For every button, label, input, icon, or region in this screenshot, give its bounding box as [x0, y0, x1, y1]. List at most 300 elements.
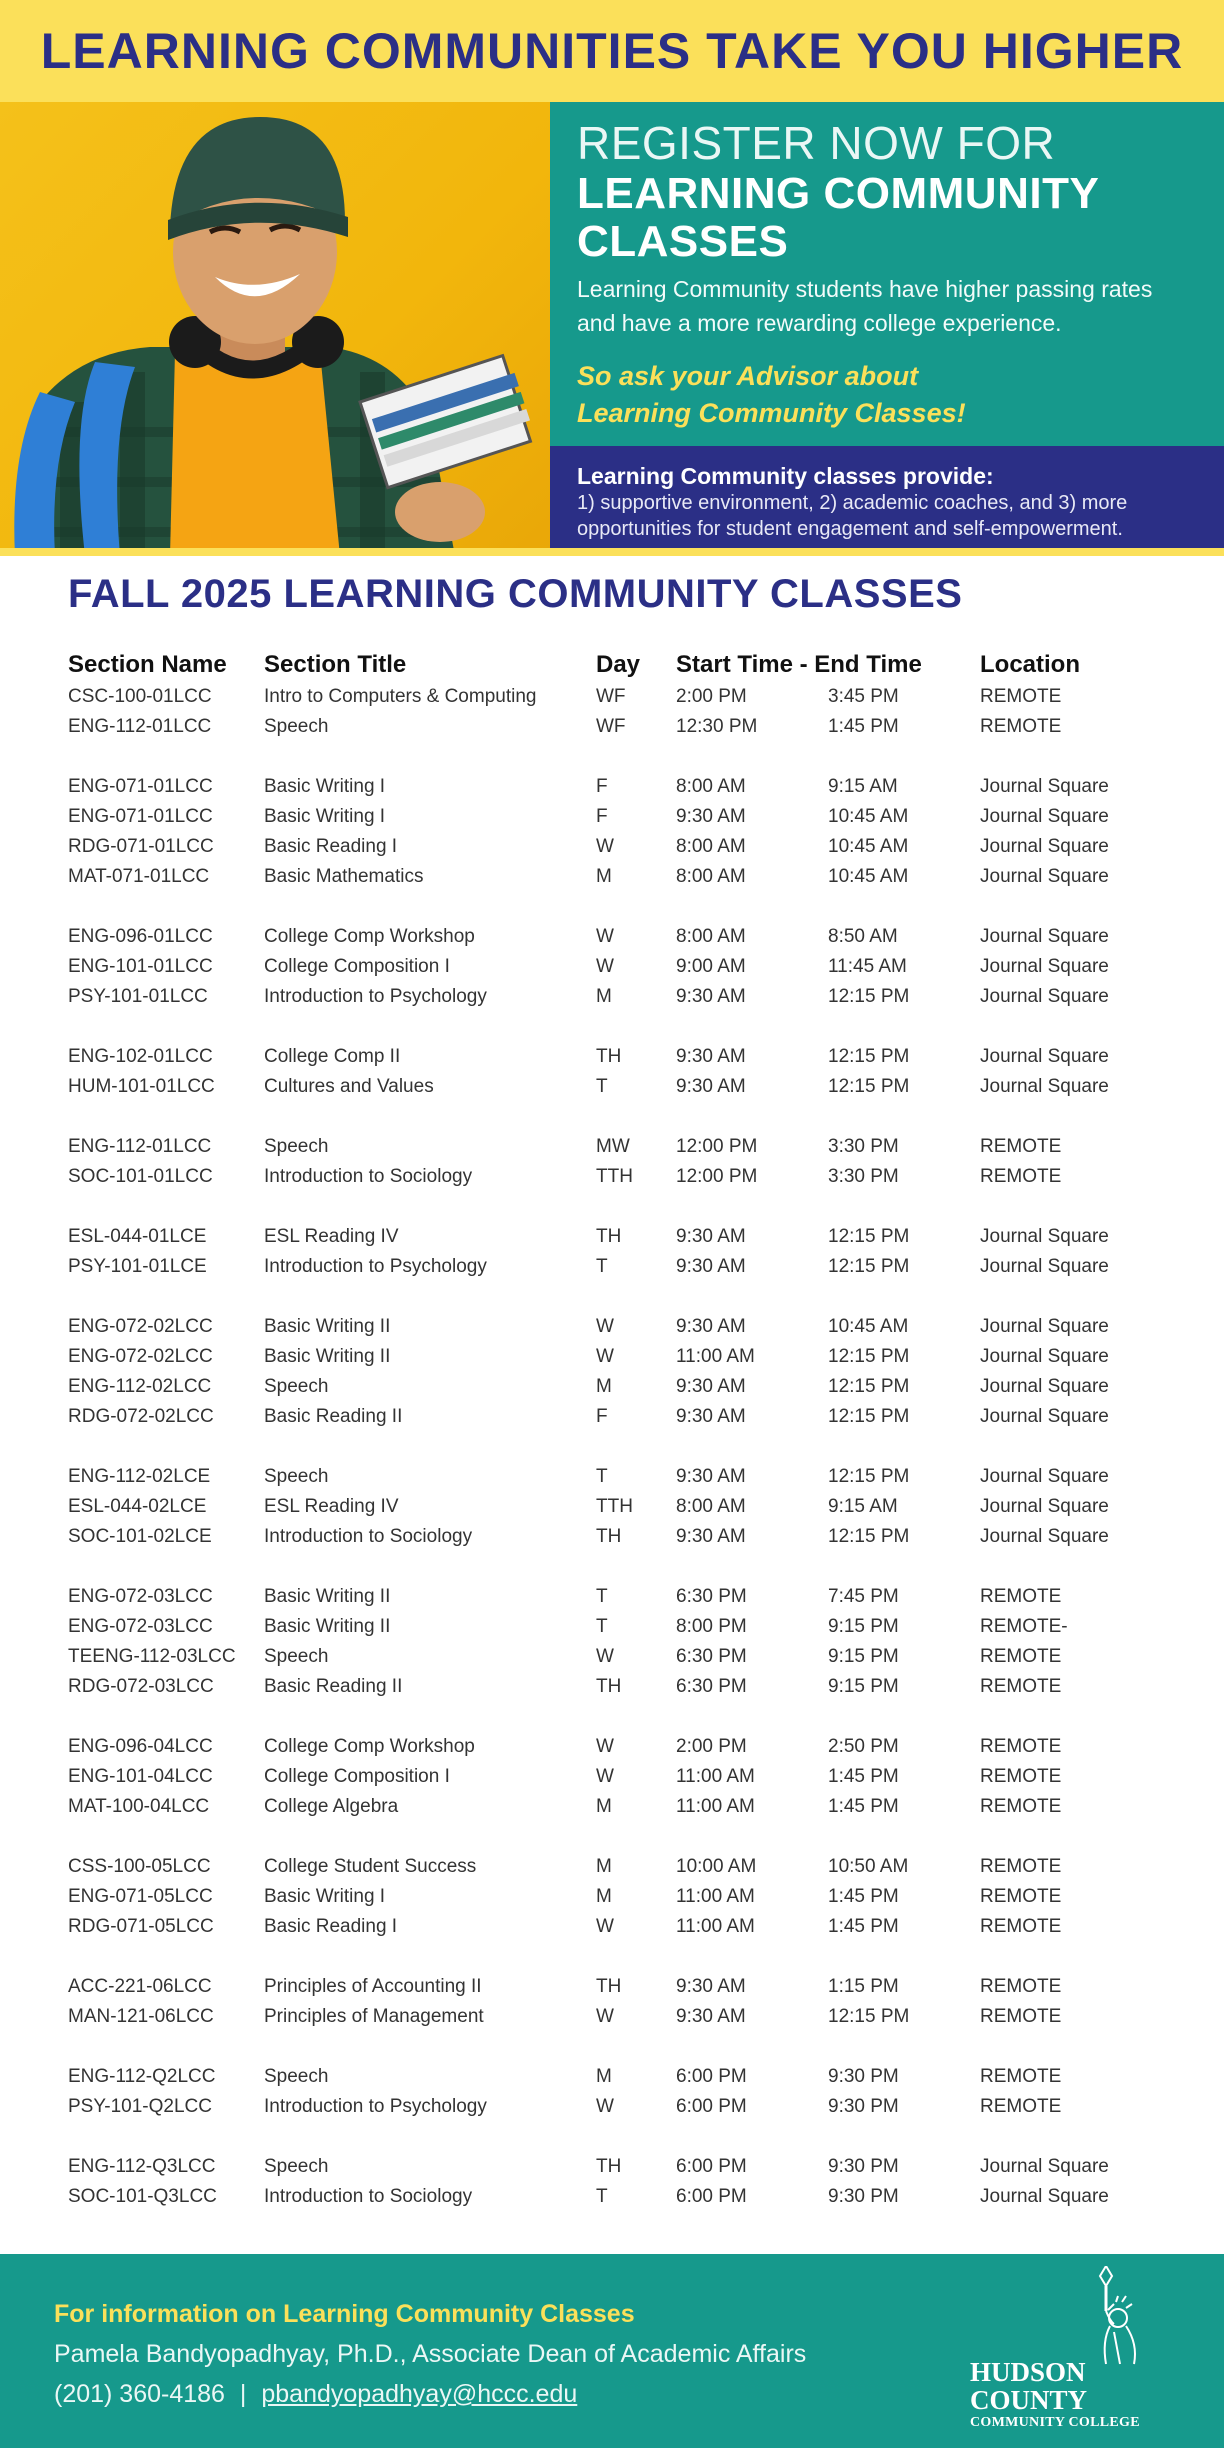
table-row [68, 982, 1168, 1012]
advisor-callout-line1: So ask your Advisor about [577, 361, 919, 391]
cell-end-time: 1:45 PM [828, 1796, 899, 1817]
cell-location: Journal Square [980, 1226, 1109, 1247]
register-heading-bold-2: CLASSES [577, 217, 789, 266]
table-row [68, 772, 1168, 802]
cell-section-title: Basic Reading I [264, 836, 398, 857]
benefits-list: 1) supportive environment, 2) academic coaches, and 3) more opportunities for student engagement and self-empowerment. [577, 492, 1128, 540]
cell-location: REMOTE- [980, 1616, 1068, 1637]
cell-end-time: 1:45 PM [828, 1766, 899, 1787]
cell-section-title: Speech [264, 2066, 329, 2087]
cell-section-title: College Composition I [264, 956, 450, 977]
cell-section-name: RDG-071-01LCC [68, 836, 214, 857]
cell-start-time: 9:30 AM [676, 1076, 746, 1097]
cell-section-title: Basic Writing I [264, 1886, 386, 1907]
schedule-body [68, 682, 1168, 2212]
cell-location: REMOTE [980, 1796, 1062, 1817]
cell-location: REMOTE [980, 1886, 1062, 1907]
cell-section-title: Introduction to Psychology [264, 1256, 487, 1277]
cell-end-time: 9:15 PM [828, 1676, 899, 1697]
cell-day: T [596, 1586, 608, 1607]
cell-location: Journal Square [980, 926, 1109, 947]
cell-start-time: 6:30 PM [676, 1586, 747, 1607]
cell-day: T [596, 1076, 608, 1097]
cell-section-title: Principles of Management [264, 2006, 484, 2027]
benefits-title: Learning Community classes provide: [577, 463, 994, 489]
cell-section-title: Speech [264, 1466, 329, 1487]
cell-end-time: 12:15 PM [828, 1256, 910, 1277]
class-group [68, 1132, 1168, 1192]
cell-day: M [596, 2066, 612, 2087]
table-row [68, 1042, 1168, 1072]
banner-title: LEARNING COMMUNITIES TAKE YOU HIGHER [40, 23, 1184, 79]
cell-location: Journal Square [980, 1316, 1109, 1337]
cell-section-name: PSY-101-01LCC [68, 986, 208, 1007]
cell-location: Journal Square [980, 1076, 1109, 1097]
cell-location: Journal Square [980, 2156, 1109, 2177]
cell-section-name: ENG-101-04LCC [68, 1766, 213, 1787]
cell-section-title: Basic Writing II [264, 1346, 391, 1367]
cell-section-name: PSY-101-Q2LCC [68, 2096, 212, 2117]
cell-location: REMOTE [980, 2066, 1062, 2087]
cell-end-time: 9:30 PM [828, 2066, 899, 2087]
cell-day: WF [596, 686, 626, 707]
cell-section-title: College Comp Workshop [264, 926, 475, 947]
cell-day: W [596, 1766, 614, 1787]
cell-section-name: ENG-102-01LCC [68, 1046, 213, 1067]
header-time: Start Time - End Time [676, 651, 922, 678]
cell-start-time: 9:30 AM [676, 2006, 746, 2027]
cell-start-time: 6:30 PM [676, 1676, 747, 1697]
cell-section-title: Basic Reading I [264, 1916, 398, 1937]
cell-day: W [596, 836, 614, 857]
cell-day: TTH [596, 1166, 633, 1187]
cell-end-time: 12:15 PM [828, 986, 910, 1007]
cell-day: TH [596, 2156, 622, 2177]
table-row [68, 2002, 1168, 2032]
cell-end-time: 9:15 PM [828, 1616, 899, 1637]
table-row [68, 712, 1168, 742]
cell-section-name: RDG-072-03LCC [68, 1676, 214, 1697]
cell-start-time: 9:30 AM [676, 1046, 746, 1067]
table-row [68, 2092, 1168, 2122]
cell-day: M [596, 1796, 612, 1817]
class-group [68, 922, 1168, 1012]
cell-section-name: ENG-096-01LCC [68, 926, 213, 947]
cell-end-time: 9:15 AM [828, 1496, 898, 1517]
cell-day: F [596, 776, 608, 797]
class-group [68, 772, 1168, 892]
cell-day: TH [596, 1526, 622, 1547]
cell-section-name: ENG-112-02LCE [68, 1466, 211, 1487]
table-row [68, 1222, 1168, 1252]
cell-start-time: 9:30 AM [676, 1226, 746, 1247]
cell-section-title: Introduction to Sociology [264, 2186, 473, 2207]
cell-section-name: SOC-101-02LCE [68, 1526, 212, 1547]
schedule-title: FALL 2025 LEARNING COMMUNITY CLASSES [68, 572, 963, 616]
cell-end-time: 9:30 PM [828, 2096, 899, 2117]
cell-location: Journal Square [980, 1466, 1109, 1487]
cell-section-name: ENG-112-02LCC [68, 1376, 212, 1397]
cell-section-name: ENG-071-01LCC [68, 776, 213, 797]
table-row [68, 922, 1168, 952]
cell-end-time: 11:45 AM [828, 956, 907, 977]
class-group [68, 2152, 1168, 2212]
cell-day: T [596, 2186, 608, 2207]
cell-location: REMOTE [980, 1856, 1062, 1877]
cell-location: Journal Square [980, 1526, 1109, 1547]
hero-divider [0, 548, 1224, 556]
cell-location: Journal Square [980, 956, 1109, 977]
cell-location: Journal Square [980, 1346, 1109, 1367]
cell-location: Journal Square [980, 1046, 1109, 1067]
cell-location: Journal Square [980, 1376, 1109, 1397]
cell-end-time: 1:45 PM [828, 1916, 899, 1937]
cell-location: REMOTE [980, 1646, 1062, 1667]
cell-start-time: 9:30 AM [676, 1256, 746, 1277]
cell-section-name: CSC-100-01LCC [68, 686, 212, 707]
cell-end-time: 12:15 PM [828, 1376, 910, 1397]
cell-section-title: Basic Mathematics [264, 866, 424, 887]
cell-section-title: Introduction to Sociology [264, 1166, 473, 1187]
cell-start-time: 8:00 AM [676, 776, 746, 797]
advisor-callout-line2: Learning Community Classes! [577, 398, 966, 428]
cell-day: M [596, 986, 612, 1007]
footer-title: For information on Learning Community Classes [54, 2300, 635, 2328]
cell-end-time: 12:15 PM [828, 1526, 910, 1547]
cell-start-time: 11:00 AM [676, 1796, 755, 1817]
register-panel [550, 102, 1224, 446]
cell-day: M [596, 1886, 612, 1907]
cell-day: M [596, 866, 612, 887]
cell-section-title: Introduction to Psychology [264, 986, 487, 1007]
cell-start-time: 12:00 PM [676, 1136, 758, 1157]
cell-section-name: ENG-112-01LCC [68, 716, 212, 737]
cell-day: W [596, 2096, 614, 2117]
cell-location: REMOTE [980, 1916, 1062, 1937]
cell-section-title: Basic Writing II [264, 1316, 391, 1337]
cell-section-title: Basic Writing II [264, 1586, 391, 1607]
class-group [68, 682, 1168, 742]
cell-section-title: Speech [264, 2156, 329, 2177]
cell-start-time: 12:00 PM [676, 1166, 758, 1187]
logo-line-college: COMMUNITY COLLEGE [970, 2415, 1140, 2430]
cell-section-title: ESL Reading IV [264, 1226, 399, 1247]
logo-line-county: COUNTY [970, 2385, 1088, 2415]
table-row [68, 832, 1168, 862]
table-row [68, 862, 1168, 892]
cell-section-name: HUM-101-01LCC [68, 1076, 215, 1097]
cell-section-name: CSS-100-05LCC [68, 1856, 211, 1877]
schedule-header-row [68, 648, 1168, 682]
cell-location: Journal Square [980, 2186, 1109, 2207]
table-row [68, 2062, 1168, 2092]
logo-wordmark [970, 2358, 1140, 2432]
cell-section-name: SOC-101-Q3LCC [68, 2186, 217, 2207]
cell-section-title: Basic Writing II [264, 1616, 391, 1637]
cell-day: W [596, 1316, 614, 1337]
student-illustration [0, 102, 550, 556]
table-row [68, 682, 1168, 712]
cell-section-title: Principles of Accounting II [264, 1976, 482, 1997]
table-row [68, 802, 1168, 832]
cell-day: M [596, 1376, 612, 1397]
cell-start-time: 6:00 PM [676, 2066, 747, 2087]
table-row [68, 1912, 1168, 1942]
table-row [68, 1582, 1168, 1612]
table-row [68, 1312, 1168, 1342]
cell-day: W [596, 2006, 614, 2027]
table-row [68, 1732, 1168, 1762]
cell-section-title: Introduction to Sociology [264, 1526, 473, 1547]
advisor-callout [577, 358, 1196, 432]
cell-section-title: Speech [264, 716, 329, 737]
cell-day: M [596, 1856, 612, 1877]
cell-section-title: Speech [264, 1136, 329, 1157]
cell-section-name: ACC-221-06LCC [68, 1976, 212, 1997]
cell-day: W [596, 1646, 614, 1667]
logo-line-hudson: HUDSON [970, 2357, 1086, 2387]
contact-line [54, 2380, 577, 2409]
cell-location: Journal Square [980, 836, 1109, 857]
cell-day: TH [596, 1676, 622, 1697]
class-group [68, 1462, 1168, 1552]
cell-section-name: ESL-044-01LCE [68, 1226, 207, 1247]
cell-section-name: ENG-112-Q3LCC [68, 2156, 216, 2177]
cell-start-time: 10:00 AM [676, 1856, 757, 1877]
cell-end-time: 12:15 PM [828, 1046, 910, 1067]
header-section-name: Section Name [68, 651, 227, 678]
cell-start-time: 12:30 PM [676, 716, 758, 737]
cell-start-time: 11:00 AM [676, 1346, 755, 1367]
cell-location: REMOTE [980, 1736, 1062, 1757]
table-row [68, 1882, 1168, 1912]
cell-location: REMOTE [980, 1766, 1062, 1787]
cell-section-name: ENG-072-02LCC [68, 1346, 213, 1367]
cell-end-time: 3:45 PM [828, 686, 899, 707]
schedule-table [68, 648, 1168, 2242]
table-row [68, 1762, 1168, 1792]
cell-day: W [596, 1916, 614, 1937]
cell-section-name: MAT-071-01LCC [68, 866, 210, 887]
cell-end-time: 9:30 PM [828, 2156, 899, 2177]
cell-location: REMOTE [980, 2006, 1062, 2027]
statue-of-liberty-icon [1010, 2266, 1220, 2366]
cell-section-title: Speech [264, 1646, 329, 1667]
cell-location: REMOTE [980, 686, 1062, 707]
cell-day: W [596, 1736, 614, 1757]
cell-start-time: 8:00 AM [676, 1496, 746, 1517]
cell-start-time: 9:30 AM [676, 1976, 746, 1997]
cell-location: Journal Square [980, 1406, 1109, 1427]
table-row [68, 1162, 1168, 1192]
cell-start-time: 9:30 AM [676, 1406, 746, 1427]
class-group [68, 1042, 1168, 1102]
college-logo [970, 2266, 1180, 2442]
cell-section-title: Basic Reading II [264, 1676, 403, 1697]
cell-section-title: College Algebra [264, 1796, 399, 1817]
cell-start-time: 11:00 AM [676, 1886, 755, 1907]
contact-name: Pamela Bandyopadhyay, Ph.D., Associate Dean of Academic Affairs [54, 2340, 807, 2368]
cell-end-time: 9:15 PM [828, 1646, 899, 1667]
footer [0, 2254, 1224, 2448]
cell-end-time: 10:45 AM [828, 866, 909, 887]
cell-section-name: MAT-100-04LCC [68, 1796, 210, 1817]
class-group [68, 1222, 1168, 1282]
cell-start-time: 9:30 AM [676, 986, 746, 1007]
table-row [68, 2152, 1168, 2182]
cell-day: TH [596, 1226, 622, 1247]
cell-start-time: 11:00 AM [676, 1916, 755, 1937]
cell-start-time: 8:00 AM [676, 866, 746, 887]
cell-section-name: ENG-112-Q2LCC [68, 2066, 216, 2087]
cell-day: F [596, 806, 608, 827]
table-row [68, 1612, 1168, 1642]
cell-end-time: 12:15 PM [828, 1346, 910, 1367]
table-row [68, 1792, 1168, 1822]
cell-start-time: 6:00 PM [676, 2186, 747, 2207]
cell-start-time: 9:30 AM [676, 1376, 746, 1397]
cell-section-name: PSY-101-01LCE [68, 1256, 207, 1277]
cell-section-name: ENG-096-04LCC [68, 1736, 213, 1757]
cell-day: T [596, 1466, 608, 1487]
cell-section-title: Introduction to Psychology [264, 2096, 487, 2117]
header-location: Location [980, 651, 1080, 678]
cell-start-time: 9:30 AM [676, 1316, 746, 1337]
cell-start-time: 2:00 PM [676, 686, 747, 707]
cell-day: T [596, 1616, 608, 1637]
cell-section-name: ENG-112-01LCC [68, 1136, 212, 1157]
cell-end-time: 12:15 PM [828, 1076, 910, 1097]
cell-location: REMOTE [980, 1166, 1062, 1187]
table-row [68, 1252, 1168, 1282]
cell-end-time: 12:15 PM [828, 2006, 910, 2027]
class-group [68, 1732, 1168, 1822]
cell-day: WF [596, 716, 626, 737]
cell-section-title: Basic Reading II [264, 1406, 403, 1427]
cell-end-time: 7:45 PM [828, 1586, 899, 1607]
cell-end-time: 12:15 PM [828, 1466, 910, 1487]
cell-start-time: 9:30 AM [676, 1526, 746, 1547]
cell-section-title: Intro to Computers & Computing [264, 686, 537, 707]
table-row [68, 1342, 1168, 1372]
table-row [68, 1492, 1168, 1522]
cell-start-time: 9:00 AM [676, 956, 746, 977]
table-row [68, 1132, 1168, 1162]
cell-day: F [596, 1406, 608, 1427]
cell-day: TH [596, 1046, 622, 1067]
class-group [68, 1852, 1168, 1942]
cell-end-time: 8:50 AM [828, 926, 898, 947]
cell-section-name: ENG-071-05LCC [68, 1886, 213, 1907]
cell-end-time: 10:45 AM [828, 836, 909, 857]
cell-section-title: Basic Writing I [264, 806, 386, 827]
cell-end-time: 10:45 AM [828, 1316, 909, 1337]
contact-email-link[interactable]: pbandyopadhyay@hccc.edu [261, 2380, 578, 2408]
table-row [68, 1972, 1168, 2002]
cell-section-title: College Comp II [264, 1046, 401, 1067]
cell-section-title: College Comp Workshop [264, 1736, 475, 1757]
cell-location: REMOTE [980, 716, 1062, 737]
register-heading-bold: LEARNING COMMUNITY [577, 169, 1100, 218]
table-row [68, 1462, 1168, 1492]
cell-section-name: ENG-072-02LCC [68, 1316, 213, 1337]
cell-section-name: RDG-071-05LCC [68, 1916, 214, 1937]
cell-end-time: 12:15 PM [828, 1406, 910, 1427]
cell-start-time: 2:00 PM [676, 1736, 747, 1757]
cell-section-name: ENG-072-03LCC [68, 1586, 213, 1607]
cell-day: W [596, 1346, 614, 1367]
cell-start-time: 8:00 AM [676, 836, 746, 857]
cell-end-time: 1:45 PM [828, 716, 899, 737]
cell-day: TH [596, 1976, 622, 1997]
table-row [68, 1642, 1168, 1672]
cell-section-title: College Composition I [264, 1766, 450, 1787]
cell-section-title: Cultures and Values [264, 1076, 434, 1097]
cell-day: W [596, 956, 614, 977]
cell-location: Journal Square [980, 986, 1109, 1007]
cell-end-time: 1:45 PM [828, 1886, 899, 1907]
cell-section-title: ESL Reading IV [264, 1496, 399, 1517]
cell-section-title: Basic Writing I [264, 776, 386, 797]
cell-location: Journal Square [980, 866, 1109, 887]
cell-start-time: 8:00 PM [676, 1616, 747, 1637]
cell-section-title: Speech [264, 1376, 329, 1397]
hero-section [0, 102, 1224, 556]
table-row [68, 1672, 1168, 1702]
cell-start-time: 9:30 AM [676, 1466, 746, 1487]
cell-end-time: 10:45 AM [828, 806, 909, 827]
cell-start-time: 6:00 PM [676, 2096, 747, 2117]
cell-location: Journal Square [980, 806, 1109, 827]
cell-start-time: 9:30 AM [676, 806, 746, 827]
cell-section-name: MAN-121-06LCC [68, 2006, 214, 2027]
cell-section-name: TEENG-112-03LCC [68, 1646, 236, 1667]
table-row [68, 1072, 1168, 1102]
table-row [68, 1402, 1168, 1432]
contact-separator: | [239, 2380, 247, 2408]
header-day: Day [596, 651, 641, 678]
class-group [68, 1972, 1168, 2032]
cell-end-time: 1:15 PM [828, 1976, 899, 1997]
cell-end-time: 3:30 PM [828, 1166, 899, 1187]
header-section-title: Section Title [264, 651, 407, 678]
cell-day: T [596, 1256, 608, 1277]
class-group [68, 2062, 1168, 2122]
cell-location: REMOTE [980, 1976, 1062, 1997]
cell-day: W [596, 926, 614, 947]
cell-end-time: 3:30 PM [828, 1136, 899, 1157]
cell-start-time: 11:00 AM [676, 1766, 755, 1787]
table-row [68, 1852, 1168, 1882]
table-row [68, 1372, 1168, 1402]
student-photo [0, 102, 550, 556]
cell-location: Journal Square [980, 1256, 1109, 1277]
cell-end-time: 12:15 PM [828, 1226, 910, 1247]
register-heading-light: REGISTER NOW FOR [577, 117, 1056, 169]
cell-start-time: 6:30 PM [676, 1646, 747, 1667]
cell-end-time: 9:15 AM [828, 776, 898, 797]
cell-section-name: RDG-072-02LCC [68, 1406, 214, 1427]
cell-end-time: 2:50 PM [828, 1736, 899, 1757]
class-group [68, 1582, 1168, 1702]
class-group [68, 1312, 1168, 1432]
cell-location: Journal Square [980, 1496, 1109, 1517]
cell-section-title: College Student Success [264, 1856, 477, 1877]
cell-location: REMOTE [980, 1136, 1062, 1157]
cell-location: REMOTE [980, 1586, 1062, 1607]
cell-section-name: ENG-072-03LCC [68, 1616, 213, 1637]
top-banner [0, 0, 1224, 102]
